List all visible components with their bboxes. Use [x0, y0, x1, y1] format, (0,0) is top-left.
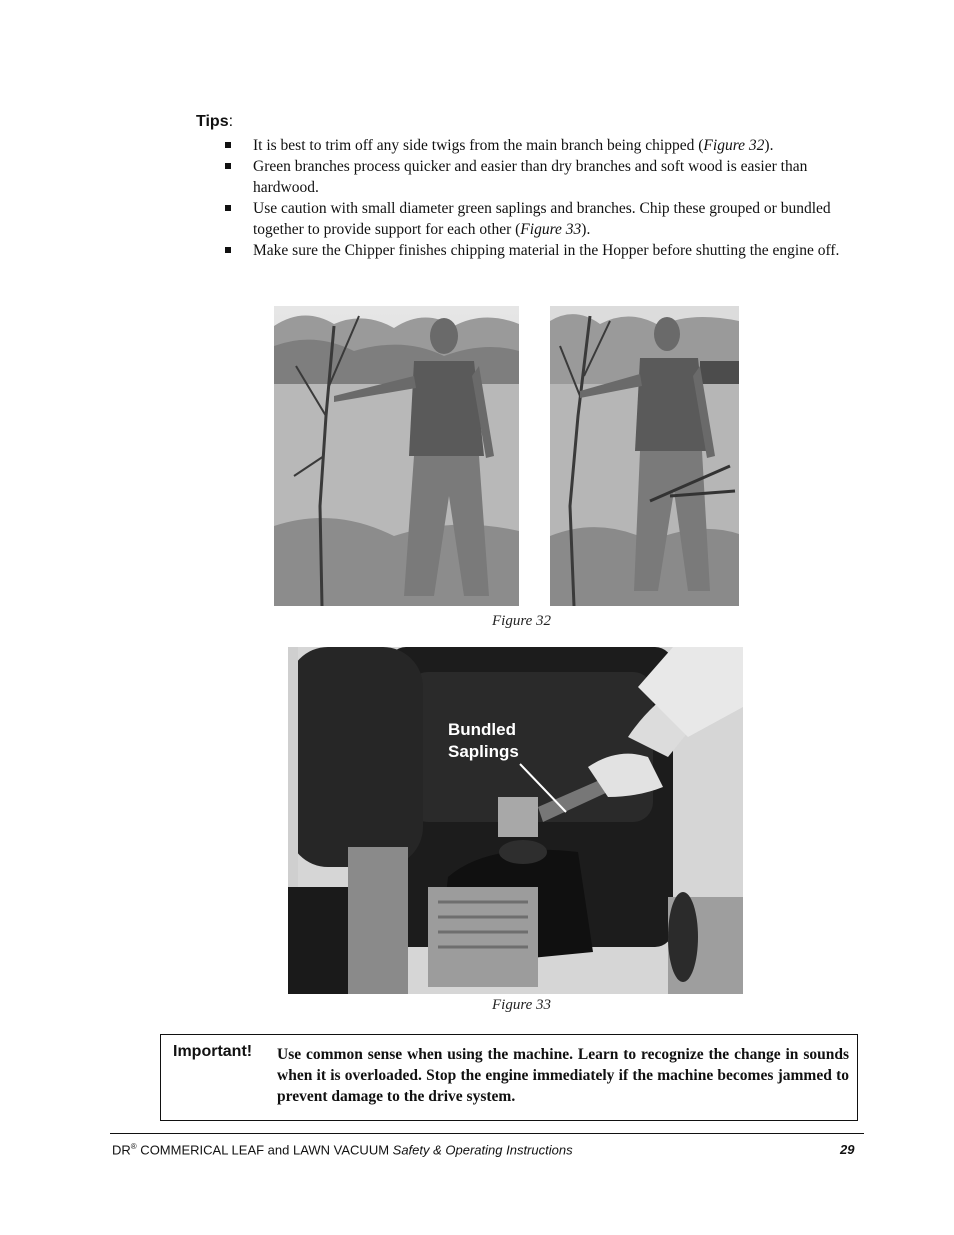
- list-item: [224, 240, 844, 261]
- footer-brand: DR: [112, 1142, 131, 1158]
- tip-text-end: ).: [764, 137, 774, 154]
- registered-mark: ®: [130, 1142, 137, 1151]
- tips-heading: [196, 113, 233, 131]
- figure-reference: Figure 33: [520, 221, 582, 238]
- important-label: Important!: [173, 1043, 253, 1060]
- tips-heading-colon: :: [228, 113, 234, 130]
- footer-doc-title: Safety & Operating Instructions: [392, 1142, 573, 1158]
- figure-32-photo-right: [550, 306, 739, 606]
- page-number: 29: [840, 1142, 855, 1157]
- footer-divider: [110, 1133, 864, 1134]
- callout-line-2: Saplings: [448, 742, 519, 761]
- footer-product: COMMERICAL LEAF and LAWN VACUUM: [136, 1142, 393, 1158]
- tip-text: It is best to trim off any side twigs from the main branch being chipped (: [253, 137, 704, 154]
- tip-text: Make sure the Chipper finishes chipping material in the Hopper before shutting the engine off.: [253, 242, 840, 259]
- bundled-saplings-callout: [448, 719, 519, 763]
- tip-text-end: ).: [581, 221, 591, 238]
- list-item: [224, 135, 844, 156]
- important-notice-box: [160, 1034, 858, 1121]
- tips-list: [224, 135, 844, 261]
- list-item: [224, 198, 844, 240]
- figure-reference: Figure 32: [703, 137, 765, 154]
- tip-text: Use caution with small diameter green saplings and branches. Chip these grouped or bundled together to provide support for each other (: [253, 200, 831, 238]
- figure-33-caption: Figure 33: [492, 997, 552, 1013]
- list-item: [224, 156, 844, 198]
- tips-heading-label: Tips: [196, 113, 229, 130]
- tip-text: Green branches process quicker and easier than dry branches and soft wood is easier than hardwood.: [253, 158, 808, 196]
- callout-line-1: Bundled: [448, 720, 516, 739]
- footer-title: [112, 1142, 573, 1157]
- figure-33-photo: [288, 647, 743, 994]
- figure-32-photo-left: [274, 306, 519, 606]
- figure-32-caption: Figure 32: [492, 613, 552, 629]
- important-text: Use common sense when using the machine. Learn to recognize the change in sounds when it is overloaded. Stop the engine immediately if the machine becomes jammed to prevent damage to the drive system.: [277, 1046, 849, 1105]
